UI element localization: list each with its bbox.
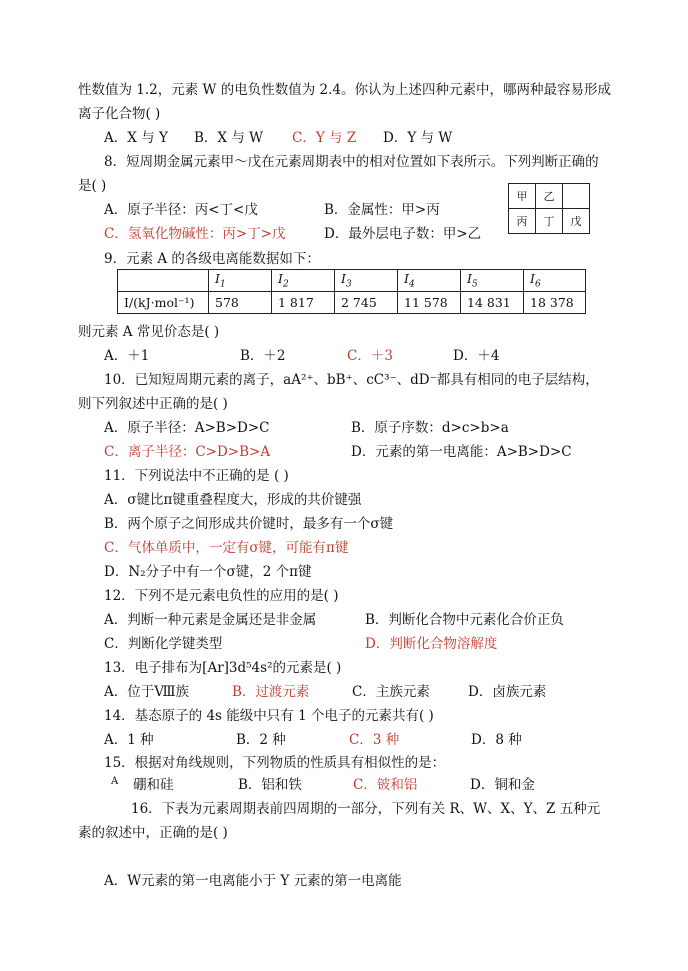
q9-header-i5: $I_5$ — [461, 270, 524, 292]
q13-option-b: B．过渡元素 — [232, 684, 310, 700]
q10-stem-line2: 则下列叙述中正确的是( ) — [78, 396, 228, 412]
q9-header-i2: $I_2$ — [272, 270, 335, 292]
q12-option-c: C．判断化学键类型 — [104, 636, 223, 652]
q7-option-d: D．Y 与 W — [383, 130, 453, 146]
q9-header-i3: $I_3$ — [335, 270, 398, 292]
q15-option-c: C．铍和铝 — [353, 777, 418, 793]
q7-line2: 离子化合物( ) — [78, 106, 161, 122]
q11-option-b: B．两个原子之间形成共价键时，最多有一个σ键 — [104, 516, 394, 532]
q13-option-a: A．位于Ⅷ族 — [104, 684, 190, 700]
q8-cell: 丁 — [536, 209, 563, 234]
q9-value: 14 831 — [461, 292, 524, 314]
q16-stem-line2: 素的叙述中，正确的是( ) — [78, 825, 228, 841]
q8-stem-line1: 8．短周期金属元素甲～戊在元素周期表中的相对位置如下表所示。下列判断正确的 — [104, 154, 599, 170]
q10-option-d: D．元素的第一电离能：A>B>D>C — [351, 444, 572, 460]
q8-stem-line2: 是( ) — [78, 178, 107, 194]
q14-option-d: D．8 种 — [471, 732, 522, 748]
q8-option-b: B．金属性：甲>丙 — [324, 202, 440, 218]
q9-ionization-table — [117, 269, 586, 314]
q15-option-b: B．铝和铁 — [238, 777, 302, 793]
q14-option-b: B．2 种 — [236, 732, 286, 748]
q9-stem: 9．元素 A 的各级电离能数据如下： — [104, 251, 320, 267]
q12-option-d: D．判断化合物溶解度 — [365, 636, 498, 652]
q16-stem-line1: 16．下表为元素周期表前四周期的一部分，下列有关 R、W、X、Y、Z 五种元 — [131, 801, 601, 817]
q10-option-b: B．原子序数：d>c>b>a — [351, 420, 509, 436]
q13-option-d: D．卤族元素 — [468, 684, 547, 700]
q11-stem: 11．下列说法中不正确的是 ( ) — [104, 468, 289, 484]
q12-option-b: B．判断化合物中元素化合价正负 — [365, 612, 564, 628]
q15-option-d: D．铜和金 — [470, 777, 535, 793]
q9-corner-cell — [118, 270, 209, 292]
q8-option-a: A．原子半径：丙<丁<戊 — [104, 202, 258, 218]
q10-option-c: C．离子半径：C>D>B>A — [104, 444, 271, 460]
q11-option-c: C．气体单质中，一定有σ键，可能有π键 — [104, 540, 349, 556]
q11-option-a: A．σ键比π键重叠程度大，形成的共价键强 — [104, 492, 362, 508]
q8-cell: 甲 — [509, 184, 536, 209]
q8-position-table — [508, 183, 590, 234]
q9-value: 2 745 — [335, 292, 398, 314]
q8-cell — [563, 184, 590, 209]
q8-cell: 乙 — [536, 184, 563, 209]
q9-header-i6: $I_6$ — [524, 270, 586, 292]
q8-cell: 戊 — [563, 209, 590, 234]
q7-line1: 性数值为 1.2，元素 W 的电负性数值为 2.4。你认为上述四种元素中，哪两种最容易形成 — [78, 82, 611, 98]
q8-option-d: D．最外层电子数：甲>乙 — [324, 226, 482, 242]
q9-option-d: D．＋4 — [453, 348, 500, 364]
q9-option-c: C．＋3 — [347, 348, 393, 364]
q12-option-a: A．判断一种元素是金属还是非金属 — [104, 612, 317, 628]
q10-stem-line1: 10．已知短周期元素的离子，aA²⁺、bB⁺、cC³⁻、dD⁻都具有相同的电子层结构， — [104, 372, 599, 388]
q16-option-a: A．W元素的第一电离能小于 Y 元素的第一电离能 — [104, 873, 402, 889]
q9-option-b: B．＋2 — [240, 348, 286, 364]
q9-value: 578 — [209, 292, 272, 314]
q7-option-b: B．X 与 W — [194, 130, 263, 146]
q14-stem: 14．基态原子的 4s 能级中只有 1 个电子的元素共有( ) — [104, 708, 434, 724]
q9-option-a: A．＋1 — [104, 348, 150, 364]
q10-option-a: A．原子半径：A>B>D>C — [104, 420, 270, 436]
q7-option-c: C．Y 与 Z — [292, 130, 357, 146]
q11-option-d: D．N₂分子中有一个σ键，2 个π键 — [104, 564, 312, 580]
q7-option-a: A．X 与 Y — [104, 130, 168, 146]
q12-stem: 12．下列不是元素电负性的应用的是( ) — [104, 588, 339, 604]
q9-value: 1 817 — [272, 292, 335, 314]
q8-cell: 丙 — [509, 209, 536, 234]
q9-after: 则元素 A 常见价态是( ) — [78, 324, 220, 340]
q15-stem: 15．根据对角线规则，下列物质的性质具有相似性的是： — [104, 755, 446, 771]
q9-value: 18 378 — [524, 292, 586, 314]
q13-stem: 13．电子排布为[Ar]3d⁵4s²的元素是( ) — [104, 660, 342, 676]
q8-option-c: C．氢氧化物碱性：丙>丁>戊 — [104, 226, 286, 242]
q14-option-a: A．1 种 — [104, 732, 154, 748]
q9-header-i1: $I_1$ — [209, 270, 272, 292]
q9-row-label: I/(kJ·mol⁻¹) — [118, 292, 209, 314]
q15-option-a-letter: A — [111, 776, 119, 787]
q13-option-c: C．主族元素 — [352, 684, 430, 700]
q14-option-c: C．3 种 — [349, 732, 400, 748]
q15-option-a: 硼和硅 — [133, 777, 174, 793]
q9-value: 11 578 — [398, 292, 461, 314]
q9-header-i4: $I_4$ — [398, 270, 461, 292]
